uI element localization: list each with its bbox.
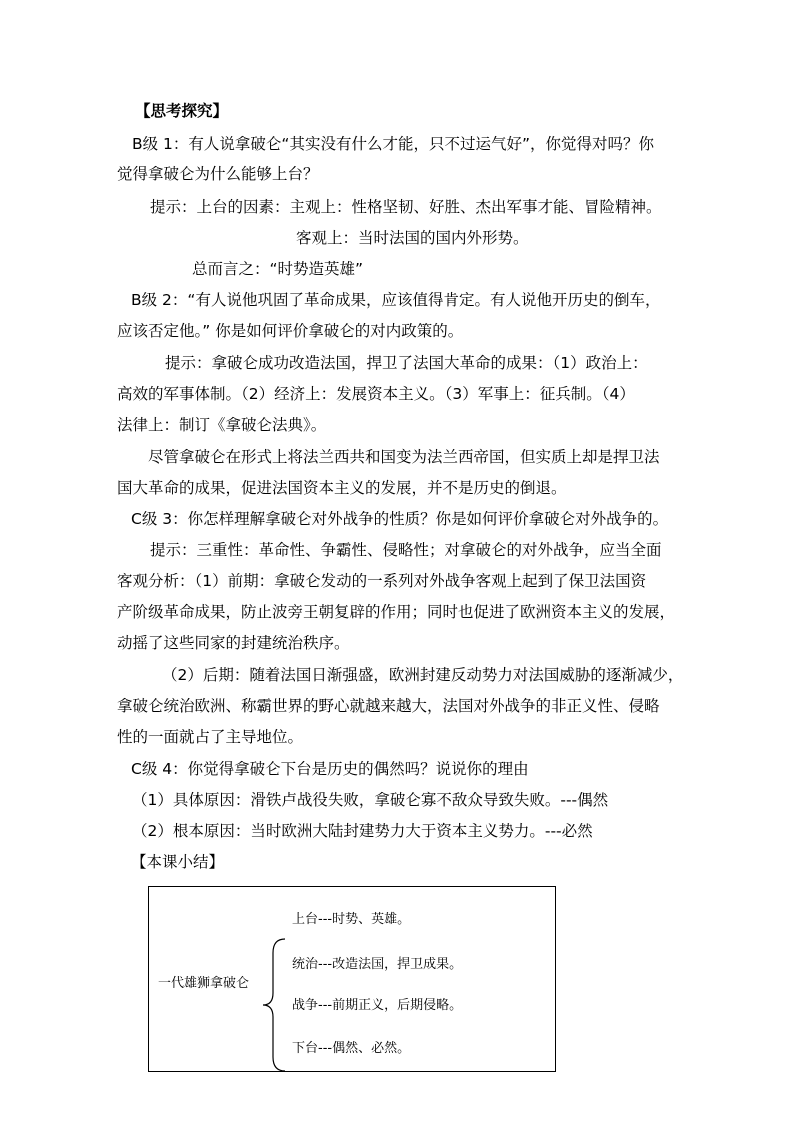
hint-b1-objective: 客观上：当时法国的国内外形势。 bbox=[296, 229, 529, 247]
summary-item-rise: 上台---时势、英雄。 bbox=[292, 912, 411, 927]
summary-item-war: 战争---前期正义，后期侵略。 bbox=[292, 998, 463, 1013]
summary-item-rule: 统治---改造法国，捍卫成果。 bbox=[292, 957, 463, 972]
summary-diagram-box bbox=[148, 886, 556, 1072]
question-c3: C级 3：你怎样理解拿破仑对外战争的性质？你是如何评价拿破仑对外战争的。 bbox=[131, 510, 669, 528]
hint-c3-line-2: 客观分析：（1）前期：拿破仑发动的一系列对外战争客观上起到了保卫法国资 bbox=[117, 572, 647, 590]
hint-b2-line-2: 高效的军事体制。（2）经济上：发展资本主义。（3）军事上：征兵制。（4） bbox=[117, 385, 635, 403]
hint-c3-line-6: 拿破仑统治欧洲、称霸世界的野心就越来越大，法国对外战争的非正义性、侵略 bbox=[117, 697, 660, 715]
hint-b1-conclusion: 总而言之：“时势造英雄” bbox=[192, 260, 364, 278]
hint-b1-subjective: 提示：上台的因素：主观上：性格坚韧、好胜、杰出军事才能、冒险精神。 bbox=[150, 198, 662, 216]
answer-c4-reason-1: （1）具体原因：滑铁卢战役失败，拿破仑寡不敌众导致失败。---偶然 bbox=[132, 791, 609, 809]
answer-c4-reason-2: （2）根本原因：当时欧洲大陆封建势力大于资本主义势力。---必然 bbox=[132, 822, 593, 840]
hint-b2-line-1: 提示：拿破仑成功改造法国，捍卫了法国大革命的成果：（1）政治上： bbox=[165, 354, 648, 372]
section-heading-thinking: 【思考探究】 bbox=[135, 102, 229, 120]
section-heading-summary: 【本课小结】 bbox=[131, 853, 225, 871]
hint-c3-line-3: 产阶级革命成果，防止波旁王朝复辟的作用；同时也促进了欧洲资本主义的发展， bbox=[117, 603, 676, 621]
question-b1-line-2: 觉得拿破仑为什么能够上台？ bbox=[117, 165, 319, 183]
hint-b2-line-3: 法律上：制订《拿破仑法典》。 bbox=[117, 416, 327, 434]
hint-c3-line-1: 提示：三重性：革命性、争霸性、侵略性；对拿破仑的对外战争，应当全面 bbox=[150, 541, 662, 559]
question-c4: C级 4：你觉得拿破仑下台是历史的偶然吗？说说你的理由 bbox=[131, 760, 529, 778]
hint-c3-line-5: （2）后期：随着法国日渐强盛，欧洲封建反动势力对法国威胁的逐渐减少， bbox=[162, 666, 684, 684]
summary-center-label: 一代雄狮拿破仑 bbox=[158, 976, 250, 991]
hint-b2-line-5: 国大革命的成果，促进法国资本主义的发展，并不是历史的倒退。 bbox=[117, 479, 567, 497]
question-b2-line-2: 应该否定他。” 你是如何评价拿破仑的对内政策的。 bbox=[117, 322, 464, 340]
brace-icon bbox=[259, 937, 289, 1073]
question-b2-line-1: B级 2：“有人说他巩固了革命成果，应该值得肯定。有人说他开历史的倒车， bbox=[131, 291, 661, 309]
hint-c3-line-7: 性的一面就占了主导地位。 bbox=[117, 728, 304, 746]
hint-b2-line-4: 尽管拿破仑在形式上将法兰西共和国变为法兰西帝国，但实质上却是捍卫法 bbox=[148, 448, 660, 466]
hint-c3-line-4: 动摇了这些同家的封建统治秩序。 bbox=[117, 634, 350, 652]
question-b1-line-1: B级 1：有人说拿破仑“其实没有什么才能，只不过运气好”，你觉得对吗？你 bbox=[132, 135, 654, 153]
summary-item-fall: 下台---偶然、必然。 bbox=[292, 1041, 411, 1056]
